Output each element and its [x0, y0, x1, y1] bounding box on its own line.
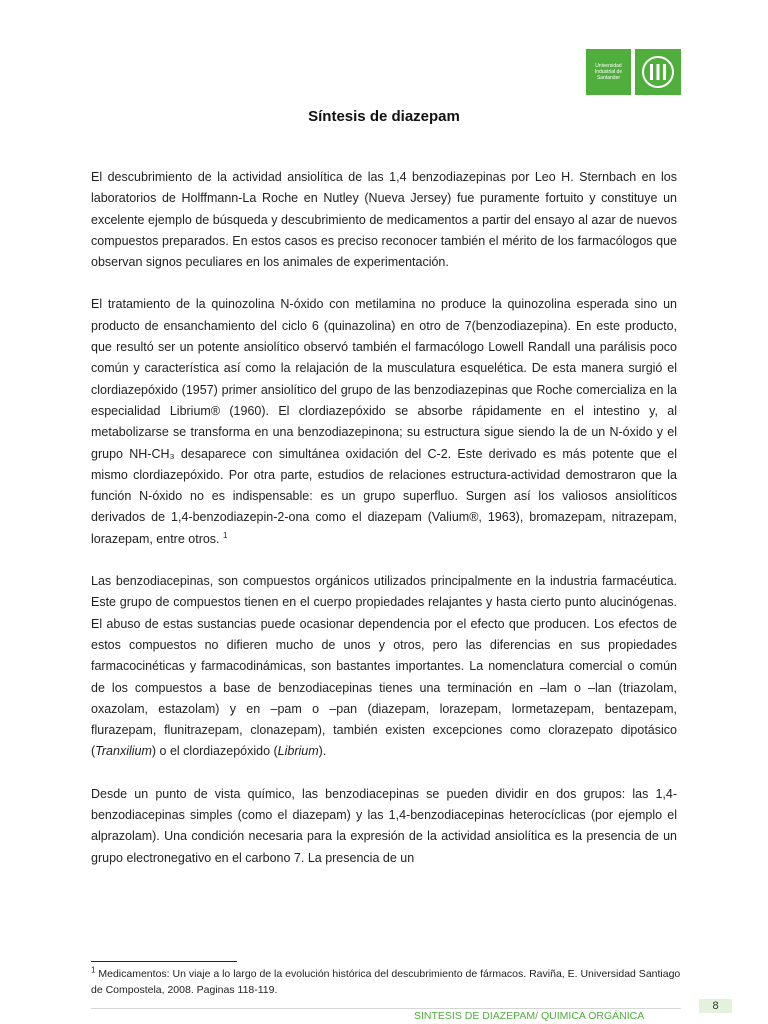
university-logo [586, 49, 681, 95]
logo-line-3: Santander [596, 75, 621, 81]
paragraph-1-text: El descubrimiento de la actividad ansiolítica de las 1,4 benzodiazepinas por Leo H. Sternbach en los laboratorios de Holffmann-La Roche en Nutley (Nueva Jersey) fue puramente fortuito y constituye un excelente ejemplo de búsqueda y descubrimiento de medicamentos a partir del ensayo al azar de nuevos compuestos preparados. En estos casos es preciso reconocer también el mérito de los farmacólogos que observan signos peculiares en los animales de experimentación. [91, 170, 677, 270]
footnote-reference[interactable]: 1 [223, 530, 228, 540]
paragraph-4 [91, 784, 677, 869]
document-body [91, 167, 677, 869]
footer-running-title: SINTESIS DE DIAZEPAM/ QUIMICA ORGÁNICA [414, 1010, 645, 1022]
paragraph-2 [91, 294, 677, 550]
footnote [91, 966, 691, 998]
footnote-separator [91, 961, 237, 962]
paragraph-3-text-a: Las benzodiacepinas, son compuestos orgánicos utilizados principalmente en la industria farmacéutica. Este grupo de compuestos tienen en el cuerpo propiedades relajantes y hasta cierto punto alucinógenas. El abuso de estas sustancias puede ocasionar dependencia por el efecto que producen. Los efectos de estos compuestos no difieren mucho de unos y otros, pero las diferencias en sus propiedades farmacocinéticas y farmacodinámicas, son bastantes importantes. La nomenclatura comercial o común de los compuestos a base de benzodiacepinas tienes una terminación en –lam o –lan (triazolam, oxazolam, estazolam) y en –pam o –pan (diazepam, lorazepam, lormetazepam, bentazepam, flurazepam, flunitrazepam, clonazepam), también existen excepciones como clorazepato dipotásico ( [91, 574, 677, 759]
document-title: Síntesis de diazepam [308, 108, 460, 125]
paragraph-1 [91, 167, 677, 273]
brand-tranxilium: Tranxilium [95, 744, 152, 759]
paragraph-2-text: El tratamiento de la quinozolina N-óxido con metilamina no produce la quinozolina esperada sino un producto de ensanchamiento del ciclo 6 (quinazolina) en otro de 7(benzodiazepina). En este producto, que resultó ser un potente ansiolítico observó también el farmacólogo Lowell Randall una parálisis poco común y característica así como la relajación de la musculatura esquelética. De esta manera surgió el clordiazepóxido (1957) primer ansiolítico del grupo de las benzodiazepinas que Roche comercializa en la especialidad Librium® (1960). El clordiazepóxido se absorbe rápidamente en el intestino y, al metabolizarse se transforma en una benzodiazepinona; su estructura sigue siendo la de un N-óxido y el grupo NH-CH₃ desaparece con simultánea oxidación del C-2. Este derivado es más potente que el mismo clordiazepóxido. Por otra parte, estudios de relaciones estructura-actividad demostraron que la función N-óxido no es indispensable: es un grupo superfluo. Surgen así los valiosos ansiolíticos derivados de 1,4-benzodiazepin-2-ona como el diazepam (Valium®, 1963), bromazepam, nitrazepam, lorazepam, entre otros. [91, 297, 677, 546]
footnote-mark: 1 [91, 965, 96, 975]
uis-logo-icon [635, 49, 681, 95]
logo-wordmark [586, 49, 631, 95]
page-number: 8 [699, 999, 732, 1013]
paragraph-3-text-b: ) o el clordiazepóxido ( [151, 744, 278, 759]
paragraph-3 [91, 571, 677, 763]
paragraph-3-text-c: ). [318, 744, 327, 759]
logo-line-2: Industrial de [594, 69, 623, 75]
footnote-text: Medicamentos: Un viaje a lo largo de la evolución histórica del descubrimiento de fármacos. Raviña, E. Universidad Santiago de Compostela, 2008. Paginas 118-119. [91, 968, 681, 996]
paragraph-4-text: Desde un punto de vista químico, las benzodiacepinas se pueden dividir en dos grupos: las 1,4-benzodiacepinas simples (como el diazepam) y las 1,4-benzodiacepinas heterocíclicas (por ejemplo el alprazolam). Una condición necesaria para la expresión de la actividad ansiolítica es la presencia de un grupo electronegativo en el carbono 7. La presencia de un [91, 786, 677, 865]
footer-divider [91, 1008, 681, 1009]
logo-line-1: Universidad [595, 63, 622, 69]
brand-librium: Librium [277, 744, 319, 759]
